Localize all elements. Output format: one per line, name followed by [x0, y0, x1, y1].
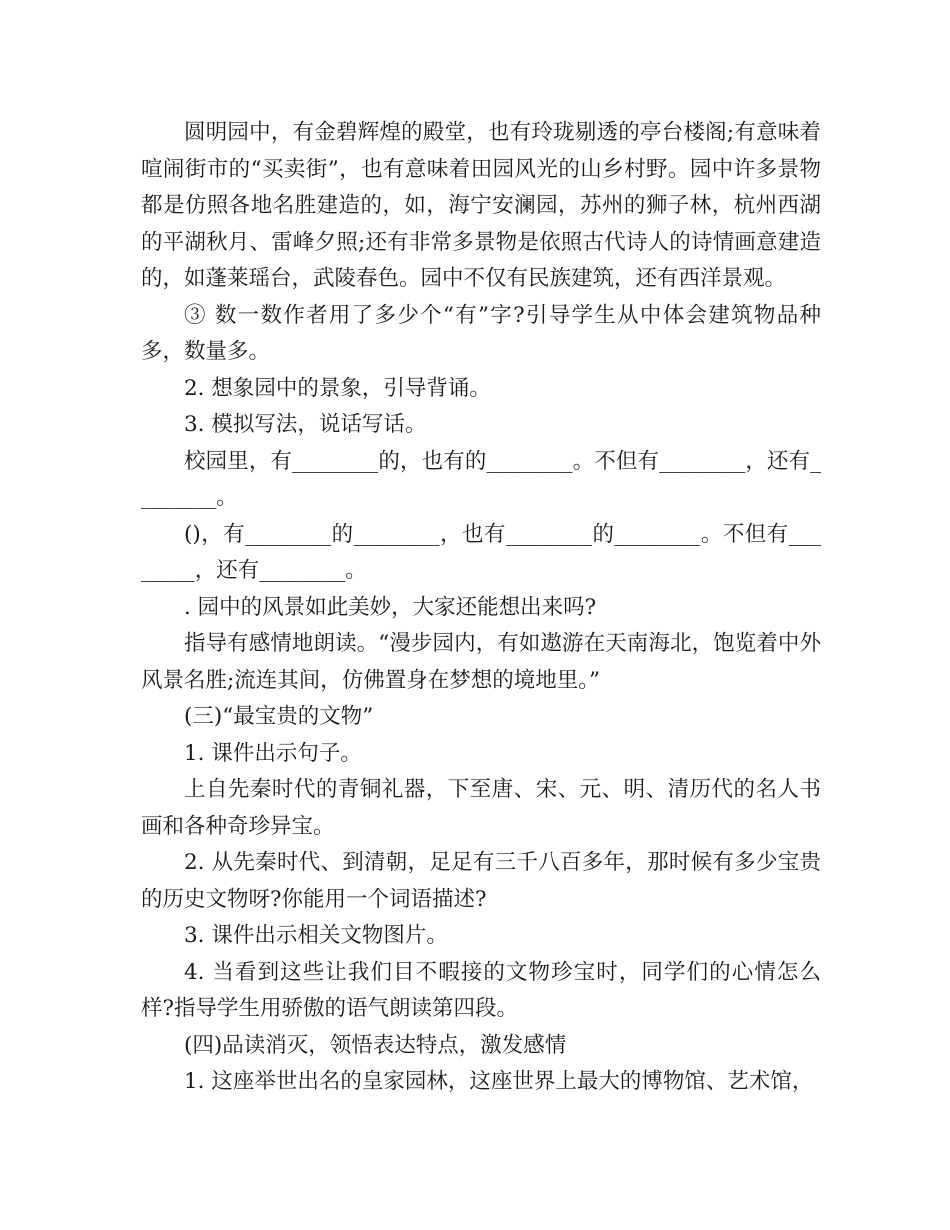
paragraph-show-pictures: 3. 课件出示相关文物图片。	[184, 923, 448, 948]
paragraph-bronze-paintings: 上自先秦时代的青铜礼器，下至唐、宋、元、明、清历代的名人书画和各种奇珍异宝。	[141, 777, 821, 839]
paragraph-fill-blank-generic: ()，有________的________，也有________的________。不但有________，还有________。	[141, 521, 821, 583]
section-heading-treasures: (三)“最宝贵的文物”	[184, 704, 374, 729]
section-heading-destruction: (四)品读消灭，领悟表达特点，激发感情	[184, 1032, 567, 1058]
paragraph-show-sentence: 1. 课件出示句子。	[184, 740, 362, 766]
paragraph-count-you: ③ 数一数作者用了多少个“有”字?引导学生从中体会建筑物品种多，数量多。	[141, 302, 821, 364]
paragraph-fill-blank-campus: 校园里，有________的，也有的________。不但有________，还有________。	[141, 448, 821, 510]
paragraph-history-question: 2. 从先秦时代、到清朝，足足有三千八百多年，那时候有多少宝贵的历史文物呀?你能用一个词语描述?	[141, 850, 821, 912]
paragraph-garden-description: 圆明园中，有金碧辉煌的殿堂，也有玲珑剔透的亭台楼阁;有意味着喧闹街市的“买卖街”，也有意味着田园风光的山乡村野。园中许多景物都是仿照各地名胜建造的，如，海宁安澜园，苏州的狮子林，杭州西湖的平湖秋月、雷峰夕照;还有非常多景物是依照古代诗人的诗情画意建造的，如蓬莱瑶台，武陵春色。园中不仅有民族建筑，还有西洋景观。	[141, 120, 821, 291]
paragraph-imitate-writing: 3. 模拟写法，说话写话。	[184, 412, 427, 437]
paragraph-more-scenery: . 园中的风景如此美妙，大家还能想出来吗?	[184, 594, 597, 620]
document-body	[141, 115, 821, 1101]
paragraph-imagine-scene: 2. 想象园中的景象，引导背诵。	[184, 375, 491, 401]
paragraph-proud-reading: 4. 当看到这些让我们目不暇接的文物珍宝时，同学们的心情怎么样?指导学生用骄傲的语气朗读第四段。	[141, 959, 821, 1021]
paragraph-guided-reading: 指导有感情地朗读。“漫步园内，有如遨游在天南海北，饱览着中外风景名胜;流连其间，仿佛置身在梦想的境地里。”	[141, 631, 821, 693]
paragraph-royal-garden: 1. 这座举世出名的皇家园林，这座世界上最大的博物馆、艺术馆，	[184, 1069, 814, 1094]
